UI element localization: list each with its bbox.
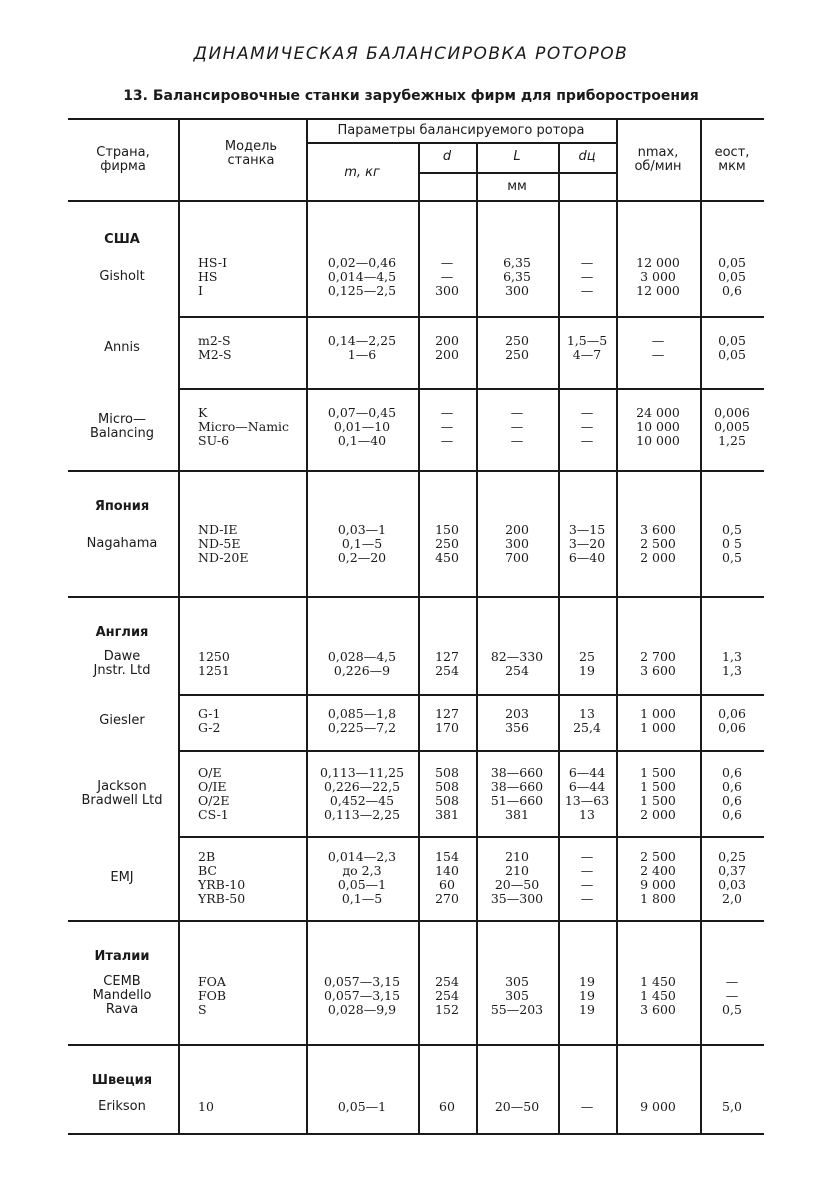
table-cell-model: FOB xyxy=(198,988,227,1003)
table-cell-model: O/2E xyxy=(198,793,230,808)
table-cell-n: 3 600 xyxy=(640,663,676,678)
table-cell-e: 0,05 xyxy=(718,269,746,284)
table-cell-n: — xyxy=(651,333,665,348)
header-rotor-params: Параметры балансируемого ротора xyxy=(337,123,585,138)
table-cell-m: 0,1—5 xyxy=(341,536,383,551)
table-cell-model: m2-S xyxy=(198,333,231,348)
firm-label: Jackson Bradwell Ltd xyxy=(81,779,163,808)
table-cell-model: M2-S xyxy=(198,347,232,362)
table-cell-n: 10 000 xyxy=(636,433,680,448)
table-cell-n: 2 500 xyxy=(640,536,676,551)
table-cell-L: 250 xyxy=(505,333,529,348)
table-cell-m: 0,085—1,8 xyxy=(327,706,397,721)
table-cell-L: 305 xyxy=(505,988,529,1003)
table-cell-model: YRB-50 xyxy=(198,891,246,906)
country-label: Англия xyxy=(95,625,149,640)
table-cell-L: 203 xyxy=(505,706,529,721)
table-cell-L: 210 xyxy=(505,863,529,878)
firm-label: Annis xyxy=(104,340,140,355)
table-cell-dc: 3—20 xyxy=(568,536,606,551)
table-cell-model: FOA xyxy=(198,974,226,989)
table-cell-m: 0,05—1 xyxy=(337,1099,387,1114)
table-cell-dc: — xyxy=(580,863,594,878)
table-cell-n: — xyxy=(651,347,665,362)
firm-label: Nagahama xyxy=(86,536,158,551)
table-cell-d: — xyxy=(440,433,454,448)
table-cell-dc: 19 xyxy=(579,974,595,989)
table-cell-model: YRB-10 xyxy=(198,877,246,892)
table-cell-m: 0,028—4,5 xyxy=(327,649,397,664)
table-cell-model: O/E xyxy=(198,765,222,780)
table-cell-dc: 6—44 xyxy=(568,765,606,780)
table-cell-d: 140 xyxy=(435,863,459,878)
table-cell-d: 60 xyxy=(439,1099,455,1114)
table-cell-model: HS xyxy=(198,269,218,284)
table-cell-L: — xyxy=(510,433,524,448)
table-cell-e: 0,05 xyxy=(718,255,746,270)
table-cell-m: 0,057—3,15 xyxy=(323,988,401,1003)
table-cell-L: 38—660 xyxy=(490,765,544,780)
table-cell-d: 450 xyxy=(435,550,459,565)
table-cell-n: 3 600 xyxy=(640,522,676,537)
table-cell-dc: 6—44 xyxy=(568,779,606,794)
table-cell-n: 9 000 xyxy=(640,877,676,892)
table-cell-L: 300 xyxy=(505,283,529,298)
table-cell-m: 1—6 xyxy=(347,347,377,362)
table-cell-e: 0 5 xyxy=(722,536,742,551)
group-divider xyxy=(178,750,764,752)
table-cell-L: 254 xyxy=(505,663,529,678)
table-cell-m: 0,014—2,3 xyxy=(327,849,397,864)
table-cell-L: 38—660 xyxy=(490,779,544,794)
table-cell-n: 3 000 xyxy=(640,269,676,284)
table-cell-dc: 19 xyxy=(579,1002,595,1017)
table-cell-model: 10 xyxy=(198,1099,214,1114)
table-cell-e: 0,5 xyxy=(722,1002,742,1017)
table-cell-e: 0,5 xyxy=(722,550,742,565)
table-cell-e: 0,25 xyxy=(718,849,746,864)
table-cell-dc: 13—63 xyxy=(564,793,610,808)
firm-label: CEMB Mandello Rava xyxy=(92,974,152,1017)
table-cell-n: 1 500 xyxy=(640,779,676,794)
table-cell-m: 0,014—4,5 xyxy=(327,269,397,284)
table-cell-model: K xyxy=(198,405,208,420)
group-divider xyxy=(178,316,764,318)
table-cell-model: G-2 xyxy=(198,720,221,735)
table-cell-model: I xyxy=(198,283,203,298)
table-cell-m: 0,226—22,5 xyxy=(323,779,401,794)
table-cell-d: 270 xyxy=(435,891,459,906)
table-cell-m: 0,057—3,15 xyxy=(323,974,401,989)
table-cell-dc: — xyxy=(580,1099,594,1114)
table-cell-d: 60 xyxy=(439,877,455,892)
header-country-firm: Страна, фирма xyxy=(96,145,150,174)
table-cell-L: 6,35 xyxy=(503,269,531,284)
table-cell-d: 154 xyxy=(435,849,459,864)
table-cell-e: 5,0 xyxy=(722,1099,742,1114)
table-cell-dc: 4—7 xyxy=(572,347,602,362)
table-cell-dc: 19 xyxy=(579,663,595,678)
table-cell-n: 1 000 xyxy=(640,706,676,721)
table-cell-L: 305 xyxy=(505,974,529,989)
table-cell-e: 0,6 xyxy=(722,765,742,780)
table-caption: 13. Балансировочные станки зарубежных фирм для приборостроения xyxy=(123,88,699,104)
table-cell-d: 508 xyxy=(435,765,459,780)
header-d: d xyxy=(442,149,452,164)
table-cell-m: до 2,3 xyxy=(342,863,382,878)
table-cell-e: 0,03 xyxy=(718,877,746,892)
table-cell-e: 2,0 xyxy=(722,891,742,906)
group-divider xyxy=(178,694,764,696)
table-cell-d: 200 xyxy=(435,333,459,348)
table-cell-dc: — xyxy=(580,877,594,892)
table-cell-model: 2B xyxy=(198,849,216,864)
firm-label: Giesler xyxy=(99,713,145,728)
table-cell-model: SU-6 xyxy=(198,433,230,448)
table-cell-dc: 13 xyxy=(579,706,595,721)
firm-label: Micro— Balancing xyxy=(90,412,154,441)
table-cell-model: ND-5E xyxy=(198,536,241,551)
table-cell-m: 0,226—9 xyxy=(333,663,391,678)
table-cell-L: 82—330 xyxy=(490,649,544,664)
table-cell-L: — xyxy=(510,405,524,420)
table-cell-L: 35—300 xyxy=(490,891,544,906)
table-cell-d: 152 xyxy=(435,1002,459,1017)
table-cell-dc: — xyxy=(580,269,594,284)
page-header: ДИНАМИЧЕСКАЯ БАЛАНСИРОВКА РОТОРОВ xyxy=(193,44,629,64)
table-cell-model: 1251 xyxy=(198,663,230,678)
table-cell-e: 0,05 xyxy=(718,347,746,362)
table-cell-L: 250 xyxy=(505,347,529,362)
table-cell-e: 0,6 xyxy=(722,793,742,808)
table-cell-e: — xyxy=(725,974,739,989)
table-cell-dc: — xyxy=(580,255,594,270)
table-cell-e: 1,3 xyxy=(722,663,742,678)
country-label: Япония xyxy=(94,499,150,514)
table-cell-n: 9 000 xyxy=(640,1099,676,1114)
table-cell-n: 2 000 xyxy=(640,550,676,565)
table-cell-e: 0,06 xyxy=(718,720,746,735)
table-cell-d: 200 xyxy=(435,347,459,362)
table-cell-d: 254 xyxy=(435,974,459,989)
table-cell-m: 0,113—11,25 xyxy=(319,765,405,780)
table-cell-L: 20—50 xyxy=(494,1099,540,1114)
table-cell-dc: 13 xyxy=(579,807,595,822)
header-dc: dц xyxy=(578,149,596,164)
table-cell-m: 0,14—2,25 xyxy=(327,333,397,348)
table-cell-model: G-1 xyxy=(198,706,221,721)
table-cell-m: 0,1—5 xyxy=(341,891,383,906)
firm-label: Gisholt xyxy=(99,269,145,284)
section-divider xyxy=(68,470,764,472)
table-cell-n: 3 600 xyxy=(640,1002,676,1017)
table-cell-L: 356 xyxy=(505,720,529,735)
table-cell-d: 300 xyxy=(435,283,459,298)
table-cell-m: 0,1—40 xyxy=(337,433,387,448)
table-cell-d: 508 xyxy=(435,779,459,794)
table-cell-e: 0,005 xyxy=(714,419,750,434)
table-cell-dc: 25 xyxy=(579,649,595,664)
table-cell-d: — xyxy=(440,269,454,284)
section-divider xyxy=(68,1044,764,1046)
table-cell-m: 0,05—1 xyxy=(337,877,387,892)
table-cell-d: — xyxy=(440,419,454,434)
table-cell-e: 0,05 xyxy=(718,333,746,348)
firm-label: Erikson xyxy=(98,1099,146,1114)
table-cell-model: O/IE xyxy=(198,779,227,794)
table-cell-dc: — xyxy=(580,283,594,298)
country-label: США xyxy=(104,232,140,247)
table-cell-L: — xyxy=(510,419,524,434)
table-cell-d: 170 xyxy=(435,720,459,735)
table-cell-model: BC xyxy=(198,863,217,878)
table-cell-d: 254 xyxy=(435,663,459,678)
table-cell-dc: — xyxy=(580,433,594,448)
header-m: m, кг xyxy=(344,165,380,180)
table-cell-L: 20—50 xyxy=(494,877,540,892)
section-divider xyxy=(68,596,764,598)
table-cell-L: 210 xyxy=(505,849,529,864)
table-cell-m: 0,125—2,5 xyxy=(327,283,397,298)
table-cell-m: 0,452—45 xyxy=(329,793,395,808)
table-cell-m: 0,028—9,9 xyxy=(327,1002,397,1017)
table-cell-n: 2 700 xyxy=(640,649,676,664)
table-cell-d: 127 xyxy=(435,649,459,664)
table-cell-model: Micro—Namic xyxy=(198,419,290,434)
table-cell-d: — xyxy=(440,405,454,420)
table-cell-n: 2 000 xyxy=(640,807,676,822)
table-cell-e: 0,5 xyxy=(722,522,742,537)
country-label: Швеция xyxy=(91,1073,153,1088)
table-cell-e: 0,006 xyxy=(714,405,750,420)
table-cell-e: 0,6 xyxy=(722,779,742,794)
table-cell-d: 250 xyxy=(435,536,459,551)
table-cell-e: 0,06 xyxy=(718,706,746,721)
country-label: Италии xyxy=(94,949,150,964)
table-cell-dc: 1,5—5 xyxy=(566,333,608,348)
table-cell-model: ND-20E xyxy=(198,550,249,565)
table-cell-n: 1 800 xyxy=(640,891,676,906)
table-cell-n: 12 000 xyxy=(636,255,680,270)
table-cell-L: 200 xyxy=(505,522,529,537)
table-cell-dc: 3—15 xyxy=(568,522,606,537)
table-cell-e: 0,37 xyxy=(718,863,746,878)
group-divider xyxy=(178,388,764,390)
table-cell-dc: — xyxy=(580,405,594,420)
table-cell-dc: 25,4 xyxy=(573,720,601,735)
table-cell-m: 0,113—2,25 xyxy=(323,807,401,822)
header-L: L xyxy=(513,149,521,164)
table-cell-d: 508 xyxy=(435,793,459,808)
table-cell-L: 381 xyxy=(505,807,529,822)
table-cell-n: 1 450 xyxy=(640,974,676,989)
table-cell-dc: 19 xyxy=(579,988,595,1003)
header-mm: мм xyxy=(507,179,527,194)
table-cell-n: 1 450 xyxy=(640,988,676,1003)
table-cell-m: 0,01—10 xyxy=(333,419,391,434)
firm-label: Dawe Jnstr. Ltd xyxy=(93,649,151,678)
table-cell-model: HS-I xyxy=(198,255,228,270)
table-cell-L: 700 xyxy=(505,550,529,565)
table-cell-L: 51—660 xyxy=(490,793,544,808)
table-cell-d: 254 xyxy=(435,988,459,1003)
table-cell-dc: 6—40 xyxy=(568,550,606,565)
group-divider xyxy=(178,836,764,838)
table-cell-model: ND-IE xyxy=(198,522,238,537)
table-cell-m: 0,225—7,2 xyxy=(327,720,397,735)
table-cell-model: 1250 xyxy=(198,649,230,664)
table-cell-e: 0,6 xyxy=(722,283,742,298)
table-cell-d: 127 xyxy=(435,706,459,721)
table-cell-dc: — xyxy=(580,419,594,434)
header-eost: eост, мкм xyxy=(714,145,750,174)
table-cell-m: 0,02—0,46 xyxy=(327,255,397,270)
table-cell-model: S xyxy=(198,1002,207,1017)
table-cell-e: 0,6 xyxy=(722,807,742,822)
table-cell-dc: — xyxy=(580,849,594,864)
section-divider xyxy=(68,1133,764,1135)
table-cell-n: 1 500 xyxy=(640,793,676,808)
table-cell-d: — xyxy=(440,255,454,270)
header-model: Модель станка xyxy=(224,139,278,168)
table-cell-d: 381 xyxy=(435,807,459,822)
table-cell-e: 1,25 xyxy=(718,433,746,448)
table-cell-m: 0,2—20 xyxy=(337,550,387,565)
table-cell-L: 300 xyxy=(505,536,529,551)
table-cell-n: 12 000 xyxy=(636,283,680,298)
table-cell-L: 55—203 xyxy=(490,1002,544,1017)
table-cell-n: 1 500 xyxy=(640,765,676,780)
table-cell-n: 2 500 xyxy=(640,849,676,864)
table-cell-m: 0,03—1 xyxy=(337,522,387,537)
table-cell-n: 24 000 xyxy=(636,405,680,420)
table-cell-model: CS-1 xyxy=(198,807,229,822)
table-cell-dc: — xyxy=(580,891,594,906)
column-divider xyxy=(178,118,180,1133)
table-cell-n: 1 000 xyxy=(640,720,676,735)
table-cell-d: 150 xyxy=(435,522,459,537)
table-cell-e: — xyxy=(725,988,739,1003)
table-cell-e: 1,3 xyxy=(722,649,742,664)
firm-label: EMJ xyxy=(110,870,134,885)
table-cell-m: 0,07—0,45 xyxy=(327,405,397,420)
table-cell-n: 10 000 xyxy=(636,419,680,434)
section-divider xyxy=(68,920,764,922)
header-nmax: nmax, об/мин xyxy=(634,145,682,174)
table-cell-n: 2 400 xyxy=(640,863,676,878)
table-cell-L: 6,35 xyxy=(503,255,531,270)
